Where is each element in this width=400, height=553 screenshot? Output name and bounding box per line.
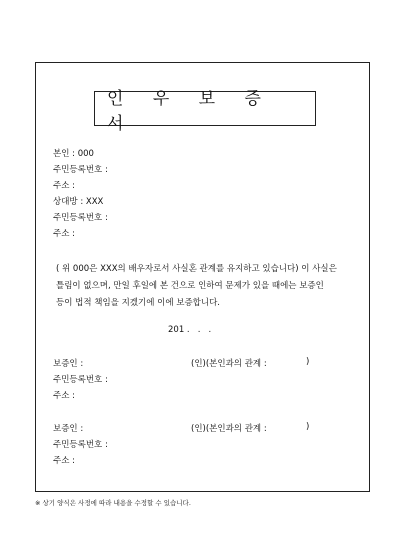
- guarantor-1-seal-relation: (인)(본인과의 관계 :: [191, 359, 267, 369]
- document-frame: [35, 62, 370, 492]
- guarantor-2-seal-relation: (인)(본인과의 관계 :: [191, 424, 267, 434]
- guarantor-1-id-label: 주민등록번호 :: [53, 375, 108, 385]
- guarantor-1-label: 보증인 :: [53, 359, 84, 369]
- title-box: [94, 88, 316, 134]
- principal-name: 본인 : 000: [53, 149, 94, 159]
- date-line: 201 . . .: [168, 325, 212, 335]
- partner-address-label: 주소 :: [53, 229, 75, 239]
- statement-line: 틀림이 없으며, 만일 후일에 본 건으로 인하여 문제가 있을 때에는 보증인: [56, 281, 324, 291]
- guarantor-1-address-label: 주소 :: [53, 391, 75, 401]
- guarantor-2-label: 보증인 :: [53, 424, 84, 434]
- statement-line: ( 위 000은 XXX의 배우자로서 사실혼 관계를 유지하고 있습니다) 이 사실은: [56, 264, 337, 274]
- guarantor-2-id-label: 주민등록번호 :: [53, 440, 108, 450]
- partner-name: 상대방 : XXX: [53, 197, 104, 207]
- guarantor-2-close-paren: ): [306, 422, 310, 432]
- principal-address-label: 주소 :: [53, 181, 75, 191]
- statement-line: 등이 법적 책임을 지겠기에 이에 보증합니다.: [56, 298, 221, 308]
- principal-id-label: 주민등록번호 :: [53, 165, 108, 175]
- guarantor-2-address-label: 주소 :: [53, 456, 75, 466]
- partner-id-label: 주민등록번호 :: [53, 213, 108, 223]
- footnote: ※ 상기 양식은 사정에 따라 내용을 수정할 수 있습니다.: [35, 499, 191, 507]
- statement-paragraph: [56, 261, 356, 312]
- guarantor-1-close-paren: ): [306, 357, 310, 367]
- document-title: 인 우 보 증 서: [107, 88, 273, 134]
